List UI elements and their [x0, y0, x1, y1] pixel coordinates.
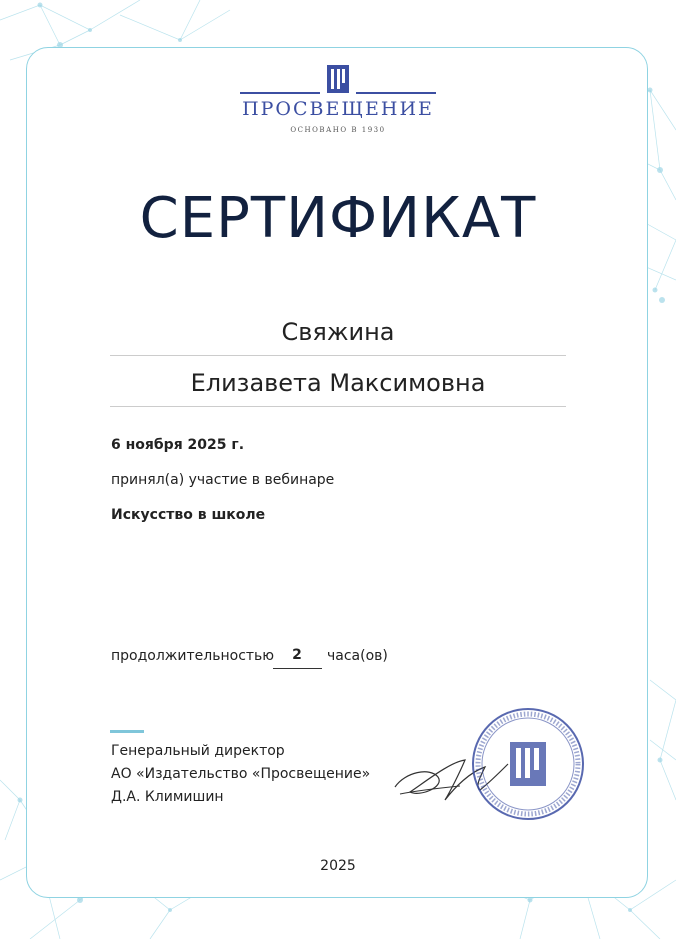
official-seal-icon: [470, 706, 586, 822]
publisher-logo: [240, 64, 436, 142]
duration-value: 2: [292, 647, 302, 663]
duration-suffix: часа(ов): [327, 648, 388, 664]
duration-prefix: продолжительностью: [111, 648, 275, 664]
logo-rule-right: [356, 92, 436, 94]
signatory-organization: АО «Издательство «Просвещение»: [111, 766, 371, 782]
signatory-position: Генеральный директор: [111, 743, 285, 759]
recipient-given-names: Елизавета Максимовна: [190, 369, 486, 397]
founded-text: ОСНОВАНО В 1930: [290, 126, 386, 134]
signature-accent-bar: [110, 730, 144, 733]
given-names-underline: [110, 406, 566, 407]
brand-name: ПРОСВЕЩЕНИЕ: [242, 98, 434, 120]
duration-underline: [273, 668, 322, 669]
logo-rule-left: [240, 92, 320, 94]
webinar-title: Искусство в школе: [111, 507, 266, 523]
recipient-surname: Свяжина: [281, 318, 395, 346]
surname-underline: [110, 355, 566, 356]
event-date: 6 ноября 2025 г.: [111, 437, 245, 453]
certificate-year: 2025: [320, 858, 356, 874]
prosveshchenie-logo-icon: [326, 64, 350, 94]
certificate-title: СЕРТИФИКАТ: [139, 186, 537, 251]
participation-text: принял(а) участие в вебинаре: [111, 472, 335, 488]
signatory-name: Д.А. Климишин: [111, 789, 224, 805]
